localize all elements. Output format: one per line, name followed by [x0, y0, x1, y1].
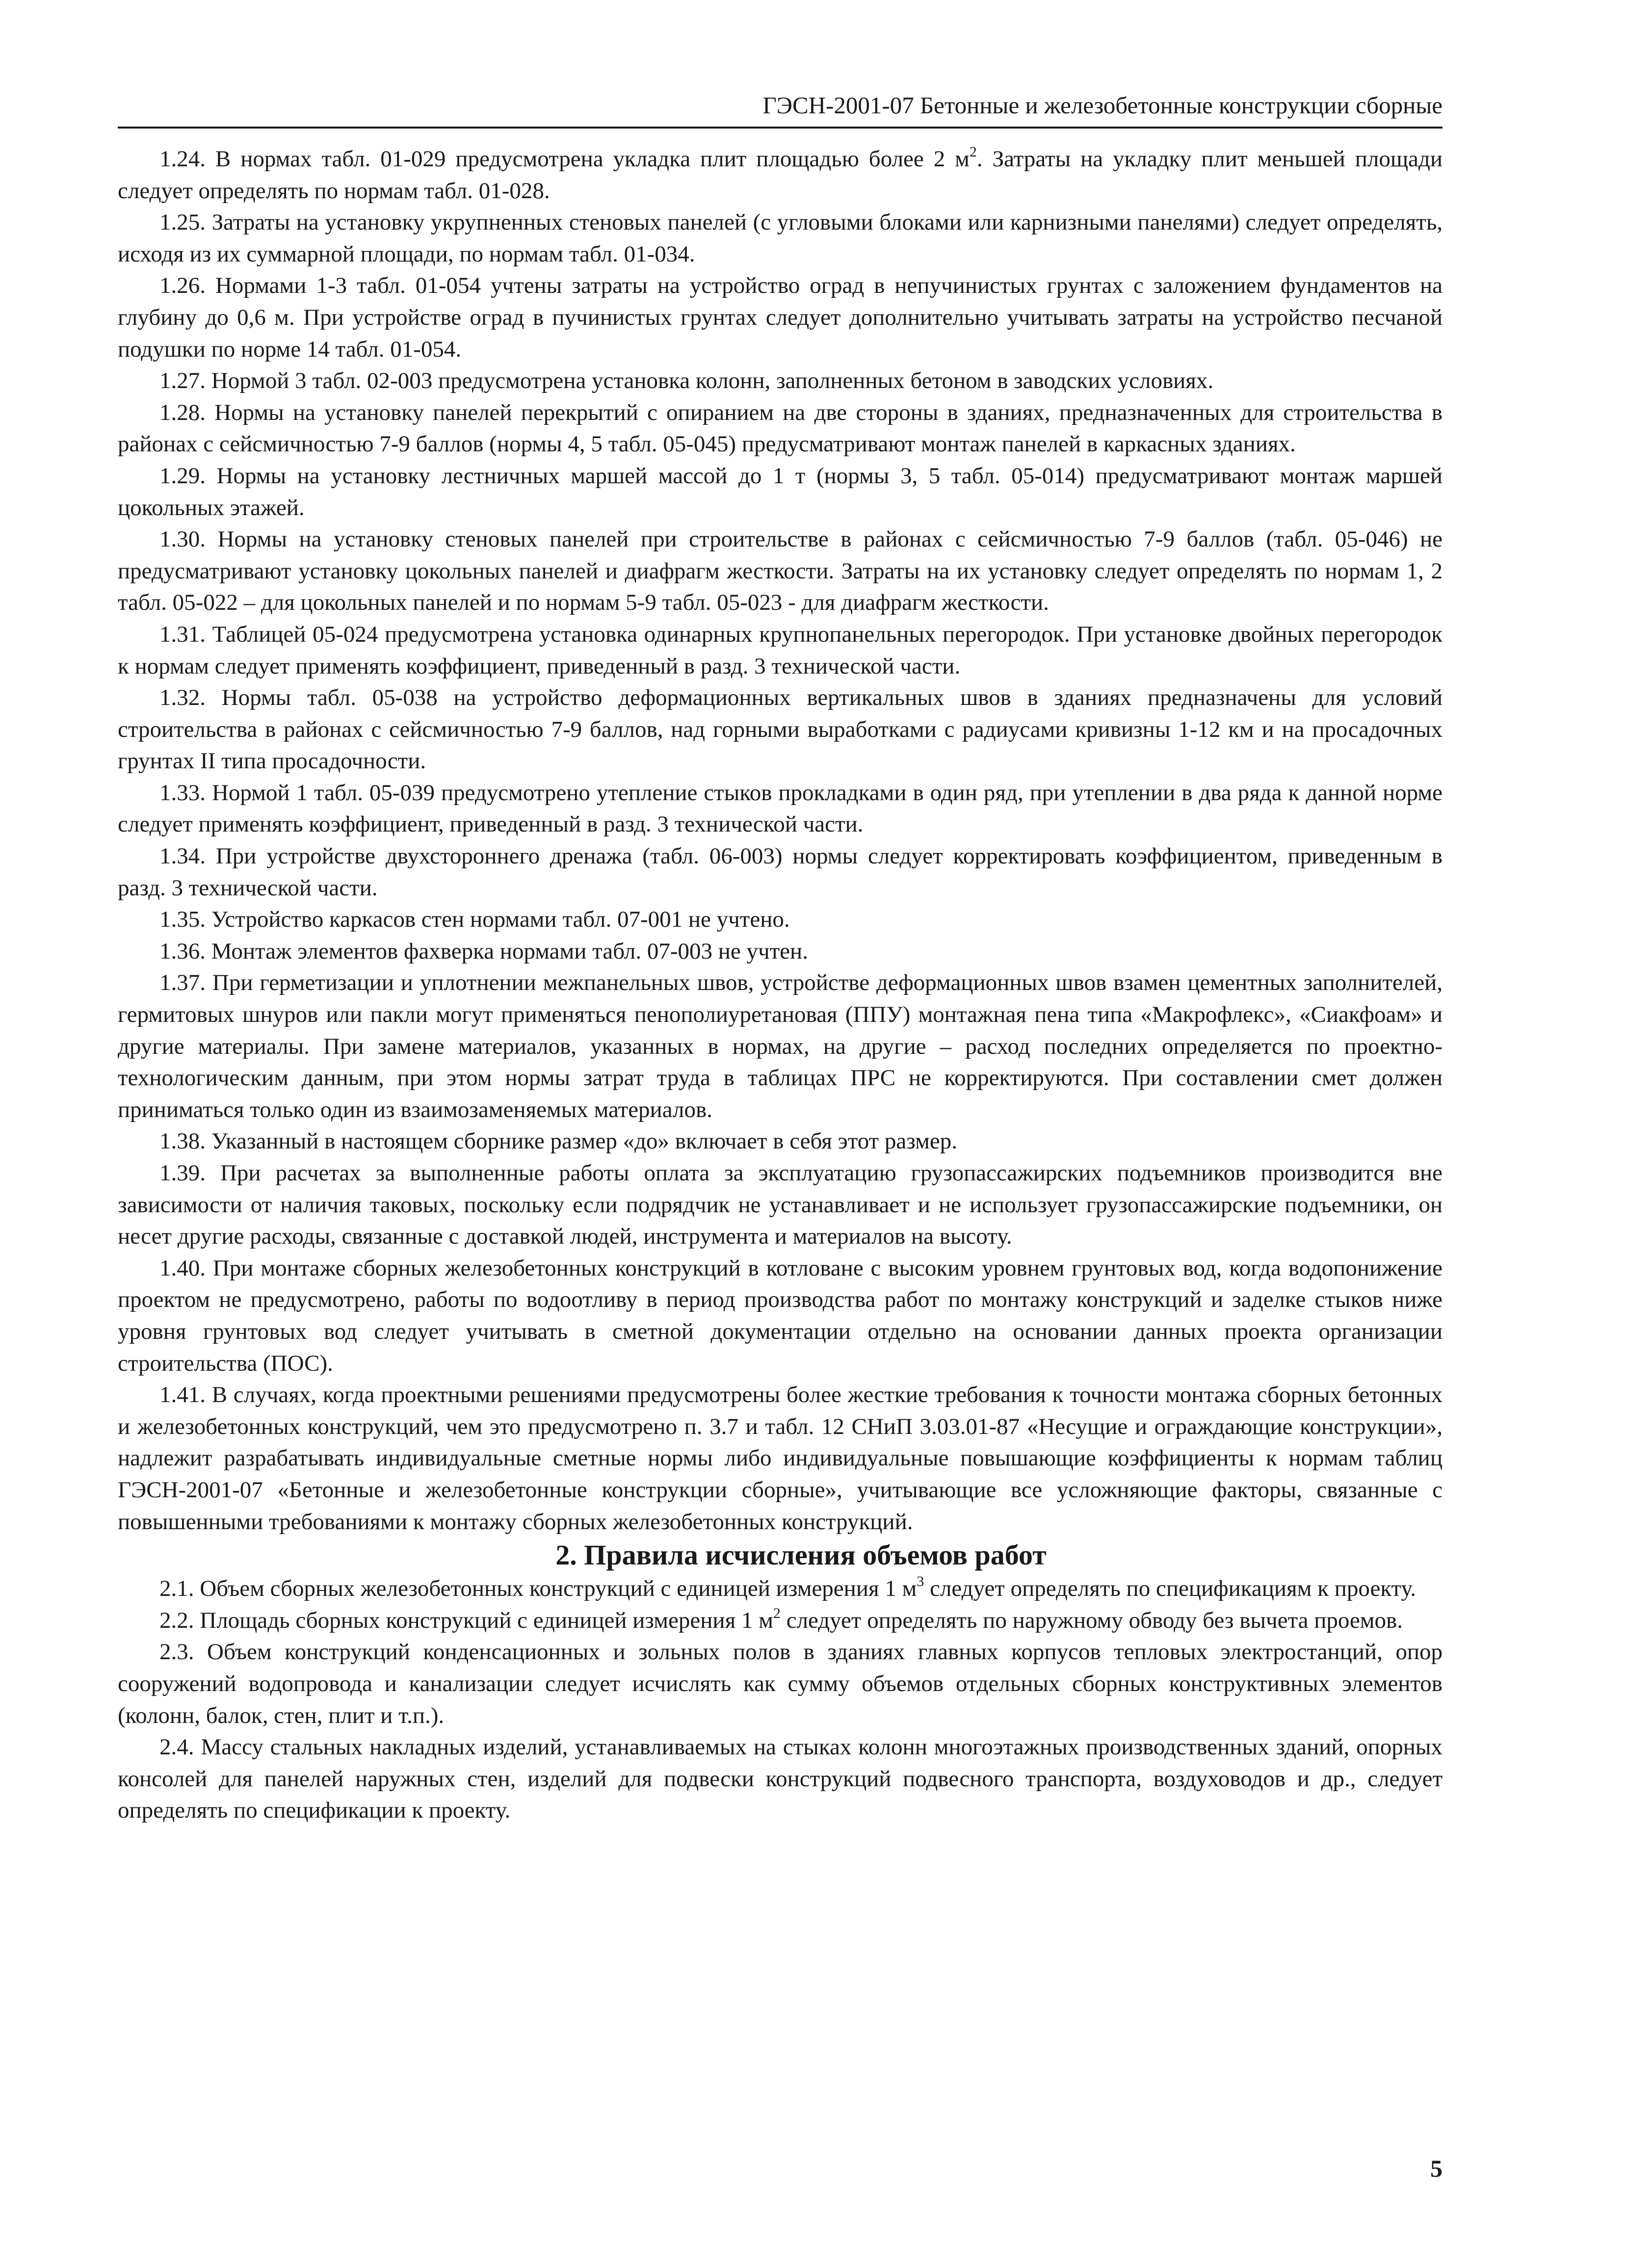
paragraph-1-31: 1.31. Таблицей 05-024 предусмотрена установка одинарных крупнопанельных перегородок. При установке двойных перегородок к нормам следует применять коэффициент, приведенный в разд. 3 технической части.	[118, 621, 1443, 679]
paragraph-1-34: 1.34. При устройстве двухстороннего дренажа (табл. 06-003) нормы следует корректировать коэффициентом, приведенным в разд. 3 технической части.	[118, 843, 1443, 901]
paragraph-1-38: 1.38. Указанный в настоящем сборнике размер «до» включает в себя этот размер.	[159, 1128, 957, 1154]
body-text	[118, 143, 1443, 1826]
page-number: 5	[1430, 2155, 1443, 2182]
superscript: 2	[773, 1605, 781, 1621]
paragraph-1-29: 1.29. Нормы на установку лестничных маршей массой до 1 т (нормы 3, 5 табл. 05-014) предусматривают монтаж маршей цокольных этажей.	[118, 463, 1443, 521]
paragraph-1-33: 1.33. Нормой 1 табл. 05-039 предусмотрено утепление стыков прокладками в один ряд, при утеплении в два ряда к данной норме следует применять коэффициент, приведенный в разд. 3 технической части.	[118, 780, 1443, 837]
header-rule	[118, 127, 1443, 129]
paragraph-1-37: 1.37. При герметизации и уплотнении межпанельных швов, устройстве деформационных швов взамен цементных заполнителей, гермитовых шнуров или пакли могут применяться пенополиуретановая (ППУ) монтажная пена типа «Макрофлекс», «Сиакфоам» и другие материалы. При замене материалов, указанных в нормах, на другие – расход последних определяется по проектно-технологическим данным, при этом нормы затрат труда в таблицах ПРС не корректируются. При составлении смет должен приниматься только один из взаимозаменяемых материалов.	[118, 970, 1443, 1122]
running-header: ГЭСН-2001-07 Бетонные и железобетонные конструкции сборные	[762, 92, 1443, 119]
superscript: 2	[969, 144, 977, 160]
paragraph-1-35: 1.35. Устройство каркасов стен нормами табл. 07-001 не учтено.	[159, 907, 790, 933]
paragraph-1-25: 1.25. Затраты на установку укрупненных стеновых панелей (с угловыми блоками или карнизными панелями) следует определять, исходя из их суммарной площади, по нормам табл. 01-034.	[118, 209, 1443, 267]
paragraph-2-4: 2.4. Массу стальных накладных изделий, устанавливаемых на стыках колонн многоэтажных производственных зданий, опорных консолей для панелей наружных стен, изделий для подвески конструкций подвесного транспорта, воздуховодов и др., следует определять по спецификации к проекту.	[118, 1734, 1443, 1824]
paragraph-2-1: 2.1. Объем сборных железобетонных конструкций с единицей измерения 1 $м^3$ следует определять по спецификациям к проекту.	[159, 1573, 1416, 1602]
paragraph-1-28: 1.28. Нормы на установку панелей перекрытий с опиранием на две стороны в зданиях, предназначенных для строительства в районах с сейсмичностью 7-9 баллов (нормы 4, 5 табл. 05-045) предусматривают монтаж панелей в каркасных зданиях.	[118, 399, 1443, 457]
paragraph-1-30: 1.30. Нормы на установку стеновых панелей при строительстве в районах с сейсмичностью 7-9 баллов (табл. 05-046) не предусматривают установку цокольных панелей и диафрагм жесткости. Затраты на их установку следует определять по нормам 1, 2 табл. 05-022 – для цокольных панелей и по нормам 5-9 табл. 05-023 - для диафрагм жесткости.	[118, 526, 1443, 616]
paragraph-1-40: 1.40. При монтаже сборных железобетонных конструкций в котловане с высоким уровнем грунтовых вод, когда водопонижение проектом не предусмотрено, работы по водоотливу в период производства работ по монтажу конструкций и заделке стыков ниже уровня грунтовых вод следует учитывать в сметной документации отдельно на основании данных проекта организации строительства (ПОС).	[118, 1255, 1443, 1376]
paragraph-1-41: 1.41. В случаях, когда проектными решениями предусмотрены более жесткие требования к точности монтажа сборных бетонных и железобетонных конструкций, чем это предусмотрено п. 3.7 и табл. 12 СНиП 3.03.01-87 «Несущие и ограждающие конструкции», надлежит разрабатывать индивидуальные сметные нормы либо индивидуальные повышающие коэффициенты к нормам таблиц ГЭСН-2001-07 «Бетонные и железобетонные конструкции сборные», учитывающие все усложняющие факторы, связанные с повышенными требованиями к монтажу сборных железобетонных конструкций.	[118, 1382, 1443, 1535]
paragraph-1-32: 1.32. Нормы табл. 05-038 на устройство деформационных вертикальных швов в зданиях предназначены для условий строительства в районах с сейсмичностью 7-9 баллов, над горными выработками с радиусами кривизны 1-12 км и на просадочных грунтах II типа просадочности.	[118, 685, 1443, 774]
paragraph-1-27: 1.27. Нормой 3 табл. 02-003 предусмотрена установка колонн, заполненных бетоном в заводских условиях.	[159, 368, 1214, 394]
paragraph-1-26: 1.26. Нормами 1-3 табл. 01-054 учтены затраты на устройство оград в непучинистых грунтах с заложением фундаментов на глубину до 0,6 м. При устройстве оград в пучинистых грунтах следует дополнительно учитывать затраты на устройство песчаной подушки по норме 14 табл. 01-054.	[118, 273, 1443, 362]
paragraph-2-2: 2.2. Площадь сборных конструкций с единицей измерения 1 $м^2$ следует определять по наружному обводу без вычета проемов.	[159, 1605, 1403, 1633]
paragraph-2-3: 2.3. Объем конструкций конденсационных и зольных полов в зданиях главных корпусов тепловых электростанций, опор сооружений водопровода и канализации следует исчислять как сумму объемов отдельных сборных конструктивных элементов (колонн, балок, стен, плит и т.п.).	[118, 1639, 1443, 1728]
superscript: 3	[917, 1573, 924, 1590]
paragraph-1-39: 1.39. При расчетах за выполненные работы оплата за эксплуатацию грузопассажирских подъемников производится вне зависимости от наличия таковых, поскольку если подрядчик не устанавливает и не использует грузопассажирские подъемники, он несет другие расходы, связанные с доставкой людей, инструмента и материалов на высоту.	[118, 1160, 1443, 1250]
paragraph-1-24: 1.24. В нормах табл. 01-029 предусмотрена укладка плит площадью более 2 $м^2$. Затраты на укладку плит меньшей площади следует определять по нормам табл. 01-028.	[118, 144, 1443, 204]
paragraph-1-36: 1.36. Монтаж элементов фахверка нормами табл. 07-003 не учтен.	[159, 938, 808, 964]
section-title: 2. Правила исчисления объемов работ	[555, 1539, 1047, 1571]
